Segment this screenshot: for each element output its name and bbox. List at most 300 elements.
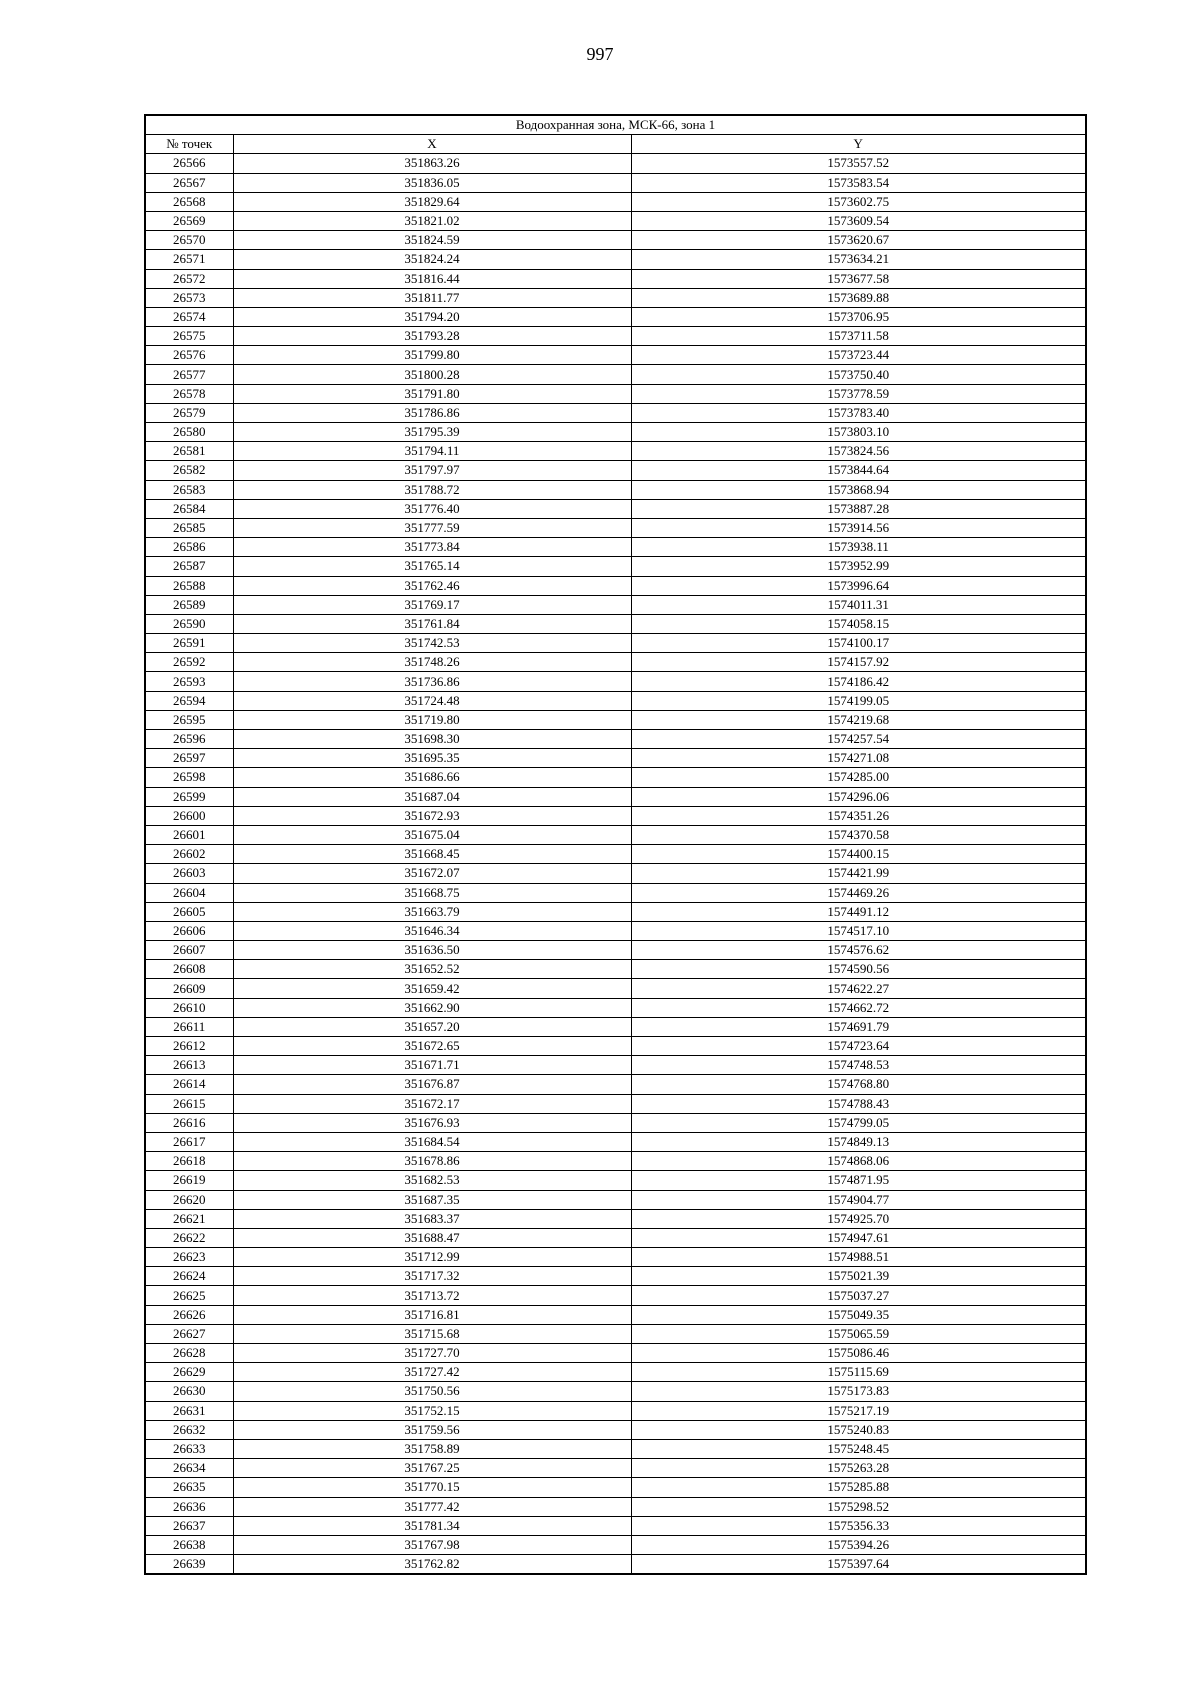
x-cell: 351794.20: [233, 307, 631, 326]
table-row: [145, 653, 1086, 672]
point-number-cell: 26639: [145, 1555, 233, 1575]
x-cell: 351863.26: [233, 154, 631, 173]
table-row: [145, 1420, 1086, 1439]
y-cell: 1575021.39: [631, 1267, 1086, 1286]
x-cell: 351821.02: [233, 211, 631, 230]
table-row: [145, 1382, 1086, 1401]
point-number-cell: 26594: [145, 691, 233, 710]
y-cell: 1573583.54: [631, 173, 1086, 192]
page-number: 997: [586, 44, 614, 64]
table-row: [145, 1152, 1086, 1171]
point-number-cell: 26592: [145, 653, 233, 672]
y-cell: 1574871.95: [631, 1171, 1086, 1190]
x-cell: 351788.72: [233, 480, 631, 499]
table-row: [145, 1286, 1086, 1305]
y-cell: 1573868.94: [631, 480, 1086, 499]
header-y: Y: [631, 135, 1086, 154]
table-row: [145, 288, 1086, 307]
y-cell: 1575065.59: [631, 1324, 1086, 1343]
table-row: [145, 979, 1086, 998]
point-number-cell: 26624: [145, 1267, 233, 1286]
y-cell: 1574257.54: [631, 730, 1086, 749]
point-number-cell: 26632: [145, 1420, 233, 1439]
y-cell: 1574157.92: [631, 653, 1086, 672]
table-row: [145, 1516, 1086, 1535]
y-cell: 1573952.99: [631, 557, 1086, 576]
point-number-cell: 26600: [145, 806, 233, 825]
y-cell: 1575115.69: [631, 1363, 1086, 1382]
table-row: [145, 307, 1086, 326]
x-cell: 351682.53: [233, 1171, 631, 1190]
x-cell: 351762.46: [233, 576, 631, 595]
y-cell: 1574400.15: [631, 845, 1086, 864]
x-cell: 351676.93: [233, 1113, 631, 1132]
x-cell: 351719.80: [233, 710, 631, 729]
table-row: [145, 1228, 1086, 1247]
point-number-cell: 26582: [145, 461, 233, 480]
x-cell: 351769.17: [233, 595, 631, 614]
y-cell: 1575356.33: [631, 1516, 1086, 1535]
x-cell: 351724.48: [233, 691, 631, 710]
x-cell: 351799.80: [233, 346, 631, 365]
point-number-cell: 26603: [145, 864, 233, 883]
point-number-cell: 26636: [145, 1497, 233, 1516]
point-number-cell: 26575: [145, 327, 233, 346]
table-row: [145, 768, 1086, 787]
y-cell: 1575240.83: [631, 1420, 1086, 1439]
point-number-cell: 26573: [145, 288, 233, 307]
x-cell: 351695.35: [233, 749, 631, 768]
y-cell: 1575086.46: [631, 1344, 1086, 1363]
y-cell: 1574868.06: [631, 1152, 1086, 1171]
point-number-cell: 26574: [145, 307, 233, 326]
y-cell: 1573677.58: [631, 269, 1086, 288]
y-cell: 1573803.10: [631, 423, 1086, 442]
table-row: [145, 1324, 1086, 1343]
point-number-cell: 26617: [145, 1132, 233, 1151]
y-cell: 1574517.10: [631, 921, 1086, 940]
y-cell: 1574788.43: [631, 1094, 1086, 1113]
table-row: [145, 614, 1086, 633]
table-row: [145, 787, 1086, 806]
x-cell: 351687.35: [233, 1190, 631, 1209]
y-cell: 1573634.21: [631, 250, 1086, 269]
x-cell: 351765.14: [233, 557, 631, 576]
x-cell: 351816.44: [233, 269, 631, 288]
y-cell: 1573602.75: [631, 192, 1086, 211]
header-x: X: [233, 135, 631, 154]
x-cell: 351770.15: [233, 1478, 631, 1497]
point-number-cell: 26566: [145, 154, 233, 173]
table-row: [145, 211, 1086, 230]
table-row: [145, 154, 1086, 173]
point-number-cell: 26610: [145, 998, 233, 1017]
x-cell: 351800.28: [233, 365, 631, 384]
point-number-cell: 26620: [145, 1190, 233, 1209]
table-row: [145, 576, 1086, 595]
point-number-cell: 26614: [145, 1075, 233, 1094]
x-cell: 351646.34: [233, 921, 631, 940]
table-row: [145, 173, 1086, 192]
point-number-cell: 26596: [145, 730, 233, 749]
y-cell: 1573783.40: [631, 403, 1086, 422]
point-number-cell: 26579: [145, 403, 233, 422]
y-cell: 1573778.59: [631, 384, 1086, 403]
point-number-cell: 26611: [145, 1017, 233, 1036]
table-row: [145, 921, 1086, 940]
table-row: [145, 499, 1086, 518]
x-cell: 351672.17: [233, 1094, 631, 1113]
y-cell: 1575397.64: [631, 1555, 1086, 1575]
x-cell: 351795.39: [233, 423, 631, 442]
point-number-cell: 26638: [145, 1535, 233, 1554]
y-cell: 1574199.05: [631, 691, 1086, 710]
x-cell: 351712.99: [233, 1248, 631, 1267]
point-number-cell: 26571: [145, 250, 233, 269]
x-cell: 351684.54: [233, 1132, 631, 1151]
table-row: [145, 384, 1086, 403]
x-cell: 351759.56: [233, 1420, 631, 1439]
table-row: [145, 365, 1086, 384]
x-cell: 351727.42: [233, 1363, 631, 1382]
y-cell: 1573914.56: [631, 518, 1086, 537]
table-row: [145, 825, 1086, 844]
y-cell: 1574351.26: [631, 806, 1086, 825]
y-cell: 1574058.15: [631, 614, 1086, 633]
table-row: [145, 845, 1086, 864]
point-number-cell: 26602: [145, 845, 233, 864]
table-caption-row: [145, 115, 1086, 135]
table-row: [145, 941, 1086, 960]
y-cell: 1573844.64: [631, 461, 1086, 480]
x-cell: 351793.28: [233, 327, 631, 346]
point-number-cell: 26633: [145, 1439, 233, 1458]
x-cell: 351672.93: [233, 806, 631, 825]
table-row: [145, 1075, 1086, 1094]
point-number-cell: 26616: [145, 1113, 233, 1132]
point-number-cell: 26601: [145, 825, 233, 844]
x-cell: 351750.56: [233, 1382, 631, 1401]
x-cell: 351776.40: [233, 499, 631, 518]
table-row: [145, 1171, 1086, 1190]
y-cell: 1573887.28: [631, 499, 1086, 518]
point-number-cell: 26637: [145, 1516, 233, 1535]
y-cell: 1575217.19: [631, 1401, 1086, 1420]
point-number-cell: 26621: [145, 1209, 233, 1228]
table-row: [145, 710, 1086, 729]
x-cell: 351687.04: [233, 787, 631, 806]
y-cell: 1574370.58: [631, 825, 1086, 844]
x-cell: 351688.47: [233, 1228, 631, 1247]
table-row: [145, 1439, 1086, 1458]
table-row: [145, 480, 1086, 499]
point-number-cell: 26597: [145, 749, 233, 768]
y-cell: 1573750.40: [631, 365, 1086, 384]
x-cell: 351777.59: [233, 518, 631, 537]
point-number-cell: 26593: [145, 672, 233, 691]
y-cell: 1574011.31: [631, 595, 1086, 614]
x-cell: 351781.34: [233, 1516, 631, 1535]
point-number-cell: 26584: [145, 499, 233, 518]
table-row: [145, 998, 1086, 1017]
x-cell: 351767.25: [233, 1459, 631, 1478]
point-number-cell: 26583: [145, 480, 233, 499]
point-number-cell: 26567: [145, 173, 233, 192]
y-cell: 1574576.62: [631, 941, 1086, 960]
point-number-cell: 26569: [145, 211, 233, 230]
y-cell: 1573620.67: [631, 231, 1086, 250]
x-cell: 351715.68: [233, 1324, 631, 1343]
y-cell: 1574849.13: [631, 1132, 1086, 1151]
point-number-cell: 26629: [145, 1363, 233, 1382]
x-cell: 351659.42: [233, 979, 631, 998]
y-cell: 1575173.83: [631, 1382, 1086, 1401]
table-row: [145, 1363, 1086, 1382]
point-number-cell: 26605: [145, 902, 233, 921]
y-cell: 1573824.56: [631, 442, 1086, 461]
point-number-cell: 26581: [145, 442, 233, 461]
point-number-cell: 26595: [145, 710, 233, 729]
table-row: [145, 1478, 1086, 1497]
x-cell: 351824.59: [233, 231, 631, 250]
y-cell: 1574219.68: [631, 710, 1086, 729]
y-cell: 1574590.56: [631, 960, 1086, 979]
x-cell: 351662.90: [233, 998, 631, 1017]
point-number-cell: 26580: [145, 423, 233, 442]
x-cell: 351758.89: [233, 1439, 631, 1458]
point-number-cell: 26570: [145, 231, 233, 250]
y-cell: 1574285.00: [631, 768, 1086, 787]
table-row: [145, 1248, 1086, 1267]
table-row: [145, 461, 1086, 480]
y-cell: 1574748.53: [631, 1056, 1086, 1075]
x-cell: 351752.15: [233, 1401, 631, 1420]
x-cell: 351683.37: [233, 1209, 631, 1228]
point-number-cell: 26613: [145, 1056, 233, 1075]
table-row: [145, 730, 1086, 749]
x-cell: 351672.65: [233, 1037, 631, 1056]
point-number-cell: 26628: [145, 1344, 233, 1363]
table-row: [145, 403, 1086, 422]
y-cell: 1574469.26: [631, 883, 1086, 902]
y-cell: 1575037.27: [631, 1286, 1086, 1305]
x-cell: 351786.86: [233, 403, 631, 422]
y-cell: 1573706.95: [631, 307, 1086, 326]
x-cell: 351794.11: [233, 442, 631, 461]
y-cell: 1573689.88: [631, 288, 1086, 307]
header-point-number: № точек: [145, 135, 233, 154]
y-cell: 1575263.28: [631, 1459, 1086, 1478]
x-cell: 351797.97: [233, 461, 631, 480]
point-number-cell: 26625: [145, 1286, 233, 1305]
point-number-cell: 26627: [145, 1324, 233, 1343]
point-number-cell: 26577: [145, 365, 233, 384]
x-cell: 351668.45: [233, 845, 631, 864]
table-row: [145, 442, 1086, 461]
table-row: [145, 1190, 1086, 1209]
point-number-cell: 26572: [145, 269, 233, 288]
x-cell: 351727.70: [233, 1344, 631, 1363]
table-row: [145, 691, 1086, 710]
table-row: [145, 883, 1086, 902]
point-number-cell: 26578: [145, 384, 233, 403]
x-cell: 351675.04: [233, 825, 631, 844]
x-cell: 351767.98: [233, 1535, 631, 1554]
point-number-cell: 26604: [145, 883, 233, 902]
y-cell: 1574662.72: [631, 998, 1086, 1017]
table-row: [145, 1535, 1086, 1554]
y-cell: 1574925.70: [631, 1209, 1086, 1228]
point-number-cell: 26608: [145, 960, 233, 979]
point-number-cell: 26623: [145, 1248, 233, 1267]
y-cell: 1574691.79: [631, 1017, 1086, 1036]
x-cell: 351773.84: [233, 538, 631, 557]
table-row: [145, 1056, 1086, 1075]
x-cell: 351636.50: [233, 941, 631, 960]
y-cell: 1574947.61: [631, 1228, 1086, 1247]
table-row: [145, 1401, 1086, 1420]
table-row: [145, 423, 1086, 442]
table-row: [145, 1113, 1086, 1132]
x-cell: 351717.32: [233, 1267, 631, 1286]
y-cell: 1574768.80: [631, 1075, 1086, 1094]
point-number-cell: 26585: [145, 518, 233, 537]
point-number-cell: 26587: [145, 557, 233, 576]
point-number-cell: 26618: [145, 1152, 233, 1171]
table-row: [145, 749, 1086, 768]
x-cell: 351811.77: [233, 288, 631, 307]
x-cell: 351716.81: [233, 1305, 631, 1324]
table-caption: Водоохранная зона, МСК-66, зона 1: [145, 115, 1086, 135]
table-row: [145, 250, 1086, 269]
point-number-cell: 26588: [145, 576, 233, 595]
y-cell: 1574421.99: [631, 864, 1086, 883]
point-number-cell: 26607: [145, 941, 233, 960]
table-row: [145, 1037, 1086, 1056]
point-number-cell: 26589: [145, 595, 233, 614]
table-row: [145, 1344, 1086, 1363]
y-cell: 1574271.08: [631, 749, 1086, 768]
table-row: [145, 327, 1086, 346]
y-cell: 1573711.58: [631, 327, 1086, 346]
point-number-cell: 26590: [145, 614, 233, 633]
point-number-cell: 26598: [145, 768, 233, 787]
coordinates-table: [144, 114, 1087, 1575]
table-row: [145, 806, 1086, 825]
x-cell: 351686.66: [233, 768, 631, 787]
y-cell: 1574622.27: [631, 979, 1086, 998]
table-row: [145, 1017, 1086, 1036]
point-number-cell: 26635: [145, 1478, 233, 1497]
point-number-cell: 26586: [145, 538, 233, 557]
table-row: [145, 960, 1086, 979]
point-number-cell: 26631: [145, 1401, 233, 1420]
x-cell: 351668.75: [233, 883, 631, 902]
x-cell: 351791.80: [233, 384, 631, 403]
y-cell: 1573938.11: [631, 538, 1086, 557]
table-row: [145, 634, 1086, 653]
point-number-cell: 26599: [145, 787, 233, 806]
table-row: [145, 557, 1086, 576]
table-row: [145, 864, 1086, 883]
table-row: [145, 1209, 1086, 1228]
table-row: [145, 518, 1086, 537]
point-number-cell: 26630: [145, 1382, 233, 1401]
y-cell: 1574988.51: [631, 1248, 1086, 1267]
x-cell: 351777.42: [233, 1497, 631, 1516]
x-cell: 351663.79: [233, 902, 631, 921]
y-cell: 1573557.52: [631, 154, 1086, 173]
point-number-cell: 26626: [145, 1305, 233, 1324]
y-cell: 1574799.05: [631, 1113, 1086, 1132]
x-cell: 351652.52: [233, 960, 631, 979]
point-number-cell: 26606: [145, 921, 233, 940]
x-cell: 351762.82: [233, 1555, 631, 1575]
y-cell: 1574723.64: [631, 1037, 1086, 1056]
x-cell: 351742.53: [233, 634, 631, 653]
table-row: [145, 1305, 1086, 1324]
table-row: [145, 1094, 1086, 1113]
table-row: [145, 231, 1086, 250]
y-cell: 1574904.77: [631, 1190, 1086, 1209]
y-cell: 1574491.12: [631, 902, 1086, 921]
point-number-cell: 26576: [145, 346, 233, 365]
y-cell: 1574100.17: [631, 634, 1086, 653]
point-number-cell: 26609: [145, 979, 233, 998]
x-cell: 351748.26: [233, 653, 631, 672]
table-header-row: [145, 135, 1086, 154]
point-number-cell: 26591: [145, 634, 233, 653]
y-cell: 1573996.64: [631, 576, 1086, 595]
table-body: [145, 154, 1086, 1574]
point-number-cell: 26622: [145, 1228, 233, 1247]
x-cell: 351678.86: [233, 1152, 631, 1171]
y-cell: 1574186.42: [631, 672, 1086, 691]
y-cell: 1575298.52: [631, 1497, 1086, 1516]
table-row: [145, 595, 1086, 614]
table-row: [145, 1132, 1086, 1151]
x-cell: 351824.24: [233, 250, 631, 269]
y-cell: 1575049.35: [631, 1305, 1086, 1324]
table-row: [145, 902, 1086, 921]
x-cell: 351761.84: [233, 614, 631, 633]
y-cell: 1573609.54: [631, 211, 1086, 230]
x-cell: 351829.64: [233, 192, 631, 211]
point-number-cell: 26619: [145, 1171, 233, 1190]
x-cell: 351676.87: [233, 1075, 631, 1094]
table-row: [145, 672, 1086, 691]
point-number-cell: 26568: [145, 192, 233, 211]
table-row: [145, 1267, 1086, 1286]
x-cell: 351713.72: [233, 1286, 631, 1305]
y-cell: 1573723.44: [631, 346, 1086, 365]
table-row: [145, 1555, 1086, 1575]
x-cell: 351672.07: [233, 864, 631, 883]
table-row: [145, 1497, 1086, 1516]
point-number-cell: 26615: [145, 1094, 233, 1113]
y-cell: 1574296.06: [631, 787, 1086, 806]
table-row: [145, 269, 1086, 288]
y-cell: 1575394.26: [631, 1535, 1086, 1554]
x-cell: 351836.05: [233, 173, 631, 192]
x-cell: 351671.71: [233, 1056, 631, 1075]
table-row: [145, 538, 1086, 557]
table-row: [145, 1459, 1086, 1478]
point-number-cell: 26612: [145, 1037, 233, 1056]
point-number-cell: 26634: [145, 1459, 233, 1478]
y-cell: 1575248.45: [631, 1439, 1086, 1458]
x-cell: 351698.30: [233, 730, 631, 749]
